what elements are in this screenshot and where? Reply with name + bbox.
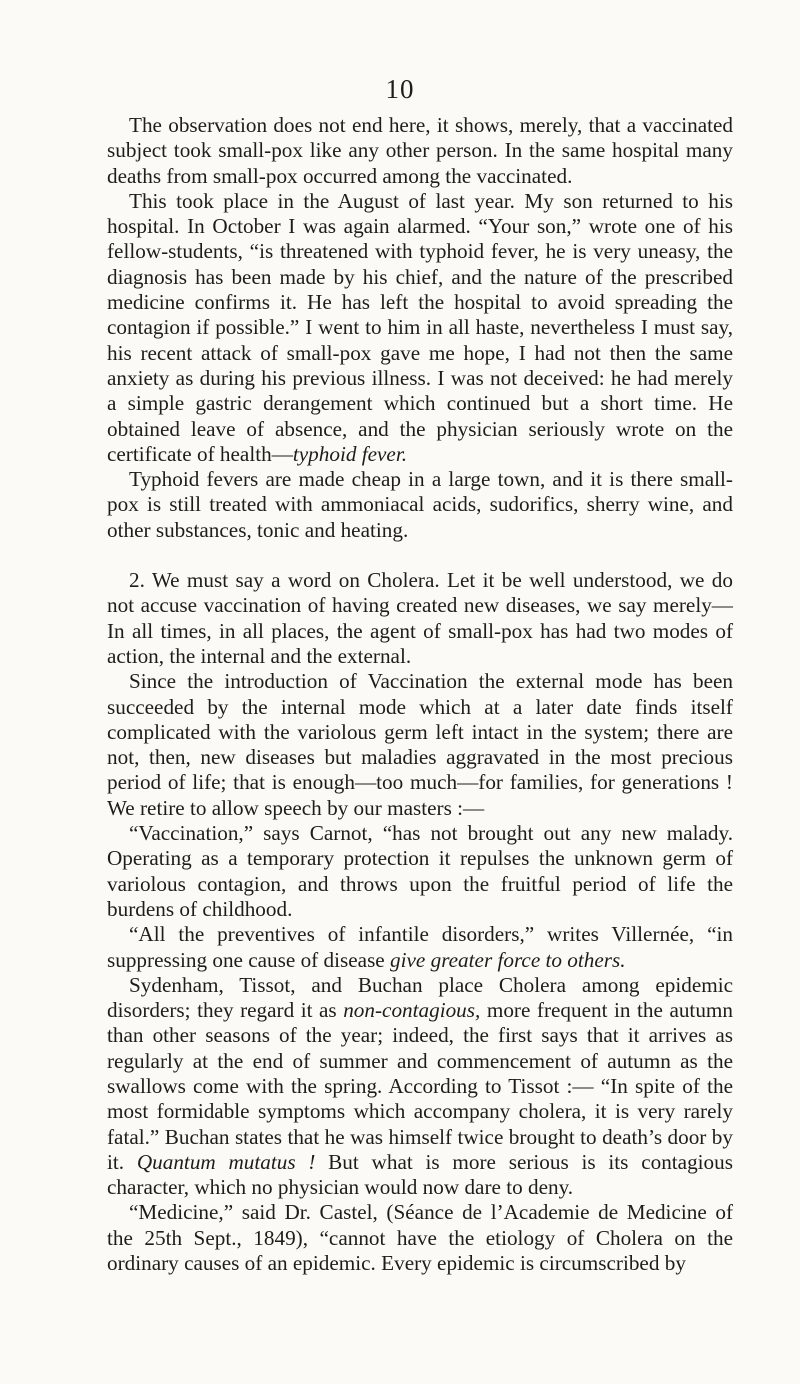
text-run: This took place in the August of last year. My son returned to his hospital. In October I was again alarmed. “Your son,” wrote one of his fellow-students, “is threatened with typhoid fever, he is very uneasy, the diagnosis has been made by his chief, and the nature of the prescribed medicine confirms it. He has left the hospital to avoid spreading the contagion if possible.” I went to him in all haste, nevertheless I must say, his recent attack of small-pox gave me hope, I had not then the same anxiety as during his previous illness. I was not deceived: he had merely a simple gastric derangement which continued but a short time. He obtained leave of absence, and the physician seriously wrote on the certificate of health—: [107, 188, 733, 466]
text-run: Sydenham, Tissot, and Buchan place Cholera among epidemic disorders; they regard it as: [107, 972, 733, 1023]
paragraph-p7: [107, 922, 733, 973]
paragraph-p5: [107, 669, 733, 821]
italic-run: Quantum mutatus !: [136, 1149, 316, 1174]
paragraph-p9: [107, 1200, 733, 1276]
text-run: Typhoid fevers are made cheap in a large town, and it is there small-pox is still treated with ammoniacal acids, sudorifics, sherry wine, and other substances, tonic and heating.: [107, 467, 733, 542]
body-text: [107, 113, 733, 1276]
paragraph-p8: [107, 973, 733, 1201]
text-run: But what is more serious is its contagious character, which no physician would now dare to deny.: [107, 1149, 733, 1200]
paragraph-p2: [107, 189, 733, 467]
italic-run: typhoid fever.: [292, 441, 408, 466]
paragraph-gap: [107, 543, 733, 568]
text-run: “All the preventives of infantile disorders,” writes Villernée, “in suppressing one cause of disease: [107, 922, 733, 972]
page-number: 10: [385, 74, 415, 104]
text-run: “Medicine,” said Dr. Castel, (Séance de l’Academie de Medicine of the 25th Sept., 1849), “cannot have the etiology of Cholera on the ordinary causes of an epidemic. Every epidemic is circumscribed by: [107, 1200, 733, 1276]
text-run: more frequent in the autumn than other seasons of the year; indeed, the first says that it arrives as regularly at the end of summer and commencement of autumn as the swallows come with the spring. According to Tissot :— “In spite of the most formidable symptoms which accompany cholera, it is very rarely fatal.” Buchan states that he was himself twice brought to death’s door by it.: [107, 998, 733, 1174]
italic-run: non-contagious,: [343, 998, 481, 1023]
paragraph-p3: [107, 467, 733, 543]
paragraph-p1: [107, 113, 733, 189]
text-run: The observation does not end here, it shows, merely, that a vaccinated subject took small-pox like any other person. In the same hospital many deaths from small-pox occurred among the vaccinated.: [107, 113, 733, 188]
paragraph-p6: [107, 821, 733, 922]
text-run: 2. We must say a word on Cholera. Let it be well understood, we do not accuse vaccination of having created new diseases, we say merely—In all times, in all places, the agent of small-pox has had two modes of action, the internal and the external.: [107, 568, 733, 668]
italic-run: give greater force to others.: [390, 947, 626, 972]
paragraph-p4: [107, 568, 733, 669]
text-run: “Vaccination,” says Carnot, “has not brought out any new malady. Operating as a temporary protection it repulses the unknown germ of variolous contagion, and throws upon the fruitful period of life the burdens of childhood.: [107, 821, 733, 921]
text-run: Since the introduction of Vaccination the external mode has been succeeded by the internal mode which at a later date finds itself complicated with the variolous germ left intact in the system; there are not, then, new diseases but maladies aggravated in the most precious period of life; that is enough—too much—for families, for generations ! We retire to allow speech by our masters :—: [107, 669, 733, 820]
